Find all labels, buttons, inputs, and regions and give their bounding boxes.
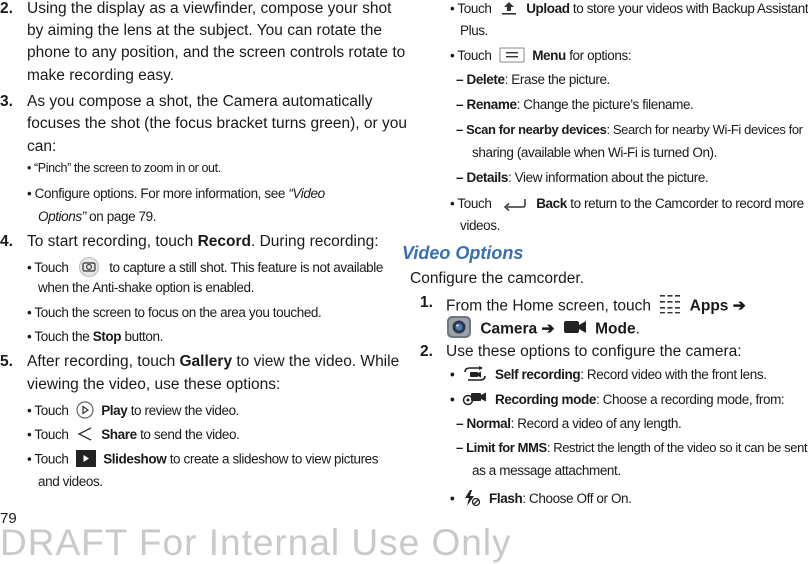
video-options-link[interactable]: Options” <box>38 209 86 224</box>
step-number: 3. <box>0 93 13 110</box>
option-text: : Record a video of any length. <box>510 416 682 431</box>
bullet-text: • Touch <box>27 427 69 443</box>
draft-watermark: DRAFT For Internal Use Only <box>0 522 512 563</box>
option-text: : Restrict the length of the video so it can be sent <box>546 440 808 455</box>
bullet-text: for options: <box>565 48 632 64</box>
step-number: 5. <box>0 353 13 370</box>
bullet-text: to send the video. <box>136 427 240 443</box>
self-recording-label: Self recording <box>495 367 581 383</box>
flash-label: Flash <box>489 491 523 507</box>
step-text: can: <box>27 138 57 155</box>
bullet-still-shot-l2: when the Anti-shake option is enabled. <box>38 280 254 295</box>
step-text-l2 <box>446 315 640 344</box>
normal-label: Normal <box>466 416 511 431</box>
option-delete <box>456 72 610 87</box>
dash: – <box>456 72 464 87</box>
camera-app-icon <box>446 315 472 344</box>
option-limit-mms <box>456 440 807 455</box>
bullet-text: to return to the Camcorder to record more <box>566 196 804 212</box>
bullet-configure-l2 <box>38 209 156 224</box>
step-text-part: To start recording, touch <box>27 233 198 250</box>
play-label: Play <box>101 403 128 419</box>
slideshow-label: Slideshow <box>103 451 167 467</box>
step-text-part: After recording, touch <box>27 353 180 370</box>
bullet-text: • Touch the <box>27 329 93 344</box>
step-text <box>27 233 379 251</box>
bullet-menu <box>450 47 631 66</box>
record-label: Record <box>197 233 251 250</box>
bullet-focus: • Touch the screen to focus on the area you touched. <box>27 305 322 320</box>
bullet-text: • Touch <box>27 451 69 467</box>
dash: – <box>456 97 464 112</box>
step-text: make recording easy. <box>27 67 175 84</box>
bullet-back-l2: videos. <box>460 218 500 233</box>
option-text: : Record video with the front lens. <box>580 367 767 383</box>
bullet-text: to review the video. <box>127 403 240 419</box>
back-label: Back <box>536 196 567 212</box>
step-number: 2. <box>420 343 433 360</box>
delete-label: Delete <box>466 72 505 87</box>
bullet-text: • Configure options. For more information, see <box>27 186 289 201</box>
menu-icon <box>499 47 525 66</box>
bullet-upload-l2: Plus. <box>460 23 489 38</box>
gallery-label: Gallery <box>179 353 233 370</box>
step-text: Use these options to configure the camera: <box>446 343 742 360</box>
self-recording-icon <box>462 366 488 385</box>
step-text: Using the display as a viewfinder, compose your shot <box>27 0 392 17</box>
bullet-slideshow-l2: and videos. <box>38 474 103 489</box>
share-label: Share <box>101 427 137 443</box>
back-arrow-icon <box>499 195 529 214</box>
step-text-part: . <box>635 320 640 338</box>
bullet-text: • Touch <box>450 1 492 17</box>
bullet-text: button. <box>121 329 163 344</box>
flash-off-icon <box>462 489 482 510</box>
section-intro: Configure the camcorder. <box>410 270 585 287</box>
step-number: 4. <box>0 233 13 250</box>
option-rename <box>456 97 693 112</box>
option-text: : Change the picture’s filename. <box>516 97 694 112</box>
bullet-text: to capture a still shot. This feature is not available <box>109 260 383 276</box>
step-number: 2. <box>0 0 13 17</box>
slideshow-icon <box>76 450 96 470</box>
dash: – <box>456 122 463 137</box>
option-text: : Search for nearby Wi-Fi devices for <box>606 122 803 137</box>
mode-label: Mode <box>595 320 636 338</box>
bullet-text: on page 79. <box>85 209 157 224</box>
option-text: : Choose a recording mode, from: <box>595 392 785 408</box>
bullet-text: to create a slideshow to view pictures <box>166 451 379 467</box>
option-text: : Erase the picture. <box>504 72 610 87</box>
bullet-text: • Touch <box>27 260 69 276</box>
option-scan-l2: sharing (available when Wi-Fi is turned On). <box>472 145 718 160</box>
arrow: ➔ <box>732 297 746 315</box>
option-normal <box>456 416 681 431</box>
bullet-text: to store your videos with Backup Assistant <box>569 1 808 17</box>
bullet: • <box>450 392 455 408</box>
bullet-play <box>27 401 239 422</box>
step-text: As you compose a shot, the Camera automatically <box>27 93 373 110</box>
option-recording-mode <box>450 391 784 410</box>
upload-icon <box>499 0 519 19</box>
step-text-part: From the Home screen, touch <box>446 297 652 315</box>
option-flash <box>450 489 632 510</box>
dash: – <box>456 440 463 455</box>
arrow: ➔ <box>541 320 555 338</box>
bullet-upload <box>450 0 808 19</box>
bullet-configure <box>27 186 325 201</box>
share-icon <box>76 426 94 445</box>
bullet-text: • Touch <box>27 403 69 419</box>
bullet-still-shot <box>27 257 383 280</box>
bullet-slideshow <box>27 450 378 470</box>
play-icon <box>76 401 94 422</box>
upload-label: Upload <box>526 1 570 17</box>
bullet-pinch: • “Pinch” the screen to zoom in or out. <box>27 161 221 175</box>
bullet-text: • Touch <box>450 48 492 64</box>
video-options-link[interactable]: “Video <box>288 186 325 201</box>
step-text: by aiming the lens at the subject. You can rotate the <box>27 22 383 39</box>
page-number: 79 <box>0 510 17 527</box>
option-details <box>456 170 708 185</box>
section-heading: Video Options <box>402 243 524 263</box>
option-text: : View information about the picture. <box>507 170 709 185</box>
camera-label: Camera <box>480 320 538 338</box>
limit-mms-label: Limit for MMS <box>466 440 547 455</box>
details-label: Details <box>466 170 508 185</box>
step-text: viewing the video, use these options: <box>27 376 281 393</box>
recording-mode-icon <box>462 391 488 410</box>
step-text: focuses the shot (the focus bracket turns green), or you <box>27 115 407 132</box>
bullet: • <box>450 491 455 507</box>
apps-grid-icon <box>659 294 681 319</box>
step-text-part: to view the video. While <box>232 353 400 370</box>
bullet-text: • Touch <box>450 196 492 212</box>
menu-label: Menu <box>532 48 566 64</box>
step-text: phone to any position, and the screen controls rotate to <box>27 44 406 61</box>
video-camera-icon <box>563 319 587 340</box>
option-self-recording <box>450 366 767 385</box>
apps-label: Apps <box>689 297 729 315</box>
option-text: : Choose Off or On. <box>522 491 632 507</box>
step-text <box>27 353 399 371</box>
recording-mode-label: Recording mode <box>495 392 596 408</box>
stop-label: Stop <box>92 329 122 344</box>
dash: – <box>456 416 464 431</box>
dash: – <box>456 170 464 185</box>
bullet-stop <box>27 329 163 344</box>
rename-label: Rename <box>466 97 517 112</box>
step-text-part: . During recording: <box>251 233 379 250</box>
scan-label: Scan for nearby devices <box>466 122 607 137</box>
bullet-back <box>450 195 804 214</box>
option-scan <box>456 122 803 137</box>
camera-shutter-icon <box>76 257 102 280</box>
step-number: 1. <box>420 294 433 311</box>
option-limit-mms-l2: as a message attachment. <box>472 463 621 478</box>
bullet-share <box>27 426 239 445</box>
bullet: • <box>450 367 455 383</box>
